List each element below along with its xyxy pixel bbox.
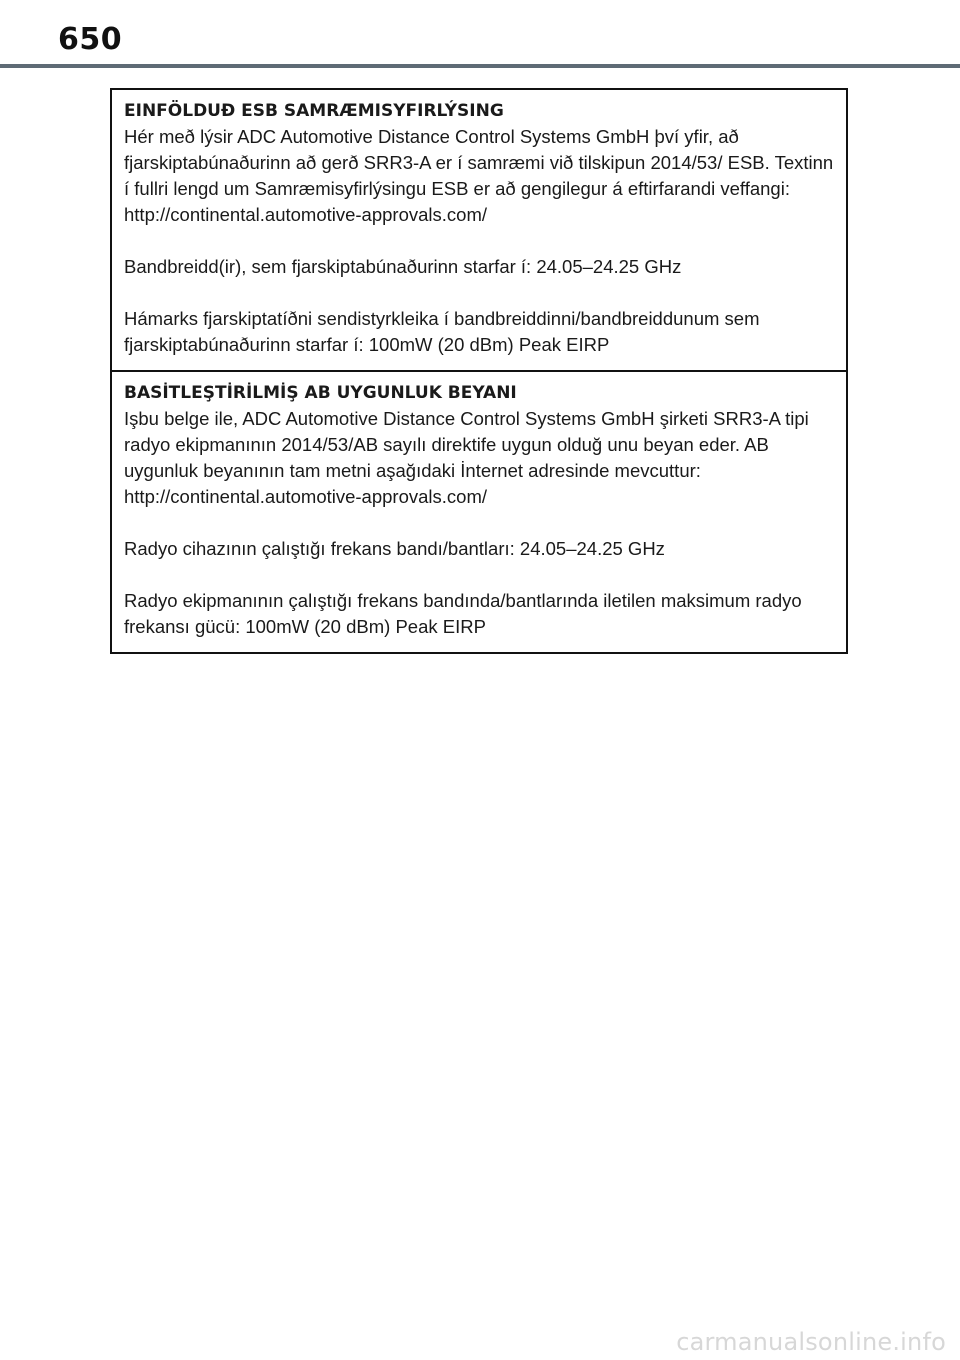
paragraph-gap	[124, 562, 834, 588]
section-title: EINFÖLDUÐ ESB SAMRÆMISYFIRLÝSING	[124, 101, 504, 121]
declaration-table	[110, 88, 848, 654]
frequency-band-text: Bandbreidd(ir), sem fjarskiptabúnaðurinn starfar í: 24.05–24.25 GHz	[124, 256, 682, 277]
paragraph-gap	[124, 280, 834, 306]
declaration-url: http://continental.automotive-approvals.com/	[124, 486, 487, 507]
paragraph-gap	[124, 228, 834, 254]
paragraph-gap	[124, 510, 834, 536]
turkish-declaration-section	[112, 370, 846, 652]
declaration-text: Hér með lýsir ADC Automotive Distance Control Systems GmbH því yfir, að fjarskiptabúnaðurinn að gerð SRR3-A er í samræmi við tilskipun 2014/53/ ESB. Textinn í fullri lengd um Samræmisyfirlýsingu ESB er að gengilegur á eftirfarandi veffangi:	[124, 126, 834, 199]
max-power-text: Radyo ekipmanının çalıştığı frekans bandında/bantlarında iletilen maksimum radyo frekansı gücü: 100mW (20 dBm) Peak EIRP	[124, 590, 802, 637]
page-number: 650	[58, 22, 123, 57]
declaration-text: Işbu belge ile, ADC Automotive Distance Control Systems GmbH şirketi SRR3-A tipi radyo ekipmanının 2014/53/AB sayılı direktife uygun olduğ unu beyan eder. AB uygunluk beyanının tam metni aşağıdaki İnternet adresinde mevcuttur:	[124, 408, 809, 481]
declaration-url: http://continental.automotive-approvals.com/	[124, 204, 487, 225]
frequency-band-text: Radyo cihazının çalıştığı frekans bandı/bantları: 24.05–24.25 GHz	[124, 538, 665, 559]
section-title: BASİTLEŞTİRİLMİŞ AB UYGUNLUK BEYANI	[124, 383, 517, 403]
icelandic-declaration-section	[112, 90, 846, 370]
header-rule	[0, 64, 960, 68]
max-power-text: Hámarks fjarskiptatíðni sendistyrkleika í bandbreiddinni/bandbreiddunum sem fjarskiptabúnaðurinn starfar í: 100mW (20 dBm) Peak EIRP	[124, 308, 760, 355]
watermark-text: carmanualsonline.info	[676, 1328, 946, 1356]
